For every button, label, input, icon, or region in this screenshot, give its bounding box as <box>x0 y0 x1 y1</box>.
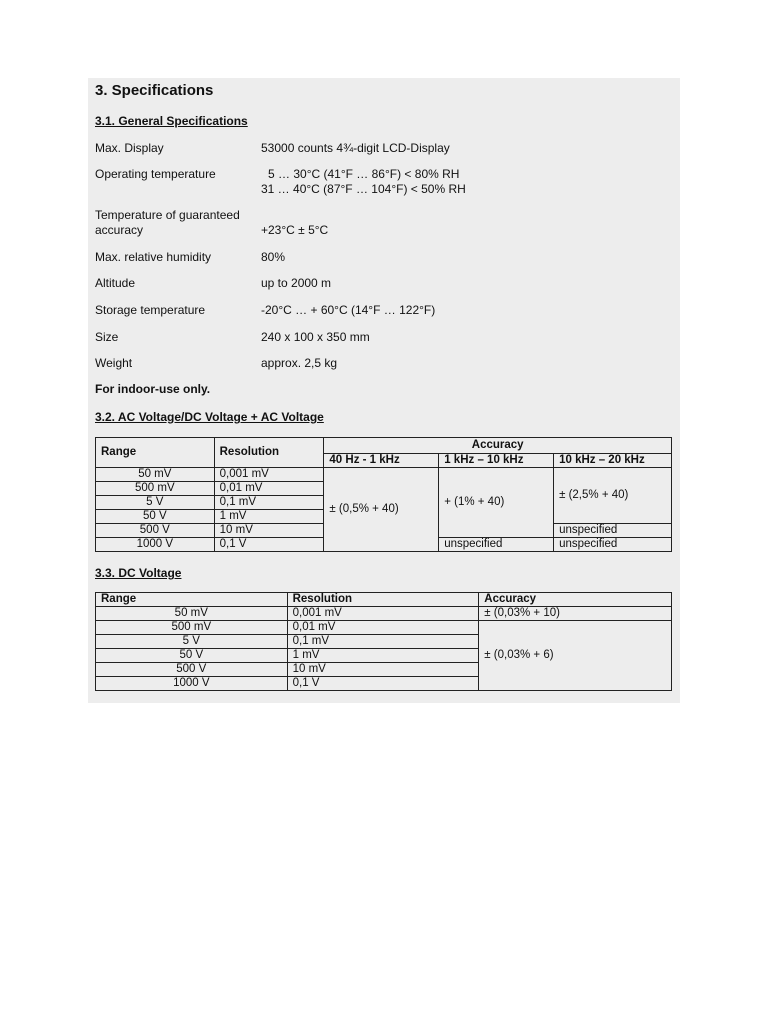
dc-range-cell: 50 V <box>96 649 288 663</box>
ac-range-cell: 500 V <box>96 524 215 538</box>
dc-row-1 <box>96 607 672 621</box>
spec-value-weight: approx. 2,5 kg <box>261 356 338 370</box>
spec-label-guaranteed-accuracy: Temperature of guaranteed <box>95 208 240 222</box>
ac-header-resolution: Resolution <box>214 438 324 468</box>
ac-resolution-cell: 0,1 mV <box>214 496 324 510</box>
dc-range-cell: 5 V <box>96 635 288 649</box>
dc-accuracy-rest: ± (0,03% + 6) <box>479 621 672 691</box>
spec-label-guaranteed-accuracy-2: accuracy <box>95 223 144 237</box>
ac-accuracy-40hz: ± (0,5% + 40) <box>324 468 439 552</box>
spec-value-humidity: 80% <box>261 250 286 264</box>
dc-voltage-heading: 3.3. DC Voltage <box>95 566 182 580</box>
ac-accuracy-10khz-unspecified-2: unspecified <box>554 538 672 552</box>
ac-accuracy-10khz: ± (2,5% + 40) <box>554 468 672 524</box>
spec-label-max-display: Max. Display <box>95 141 164 155</box>
ac-range-cell: 50 V <box>96 510 215 524</box>
spec-label-weight: Weight <box>95 356 133 370</box>
dc-accuracy-first: ± (0,03% + 10) <box>479 607 672 621</box>
spec-value-max-display: 53000 counts 4¾-digit LCD-Display <box>261 141 450 155</box>
ac-accuracy-1khz: + (1% + 40) <box>439 468 554 538</box>
spec-label-humidity: Max. relative humidity <box>95 250 212 264</box>
spec-label-altitude: Altitude <box>95 276 136 290</box>
general-spec-heading: 3.1. General Specifications <box>95 114 248 128</box>
dc-range-cell: 500 V <box>96 663 288 677</box>
page-title: 3. Specifications <box>95 82 214 99</box>
ac-accuracy-10khz-unspecified: unspecified <box>554 524 672 538</box>
ac-resolution-cell: 0,01 mV <box>214 482 324 496</box>
dc-range-cell: 500 mV <box>96 621 288 635</box>
ac-range-cell: 1000 V <box>96 538 215 552</box>
spec-label-size: Size <box>95 330 119 344</box>
spec-value-size: 240 x 100 x 350 mm <box>261 330 370 344</box>
dc-resolution-cell: 0,1 V <box>287 677 479 691</box>
dc-range-cell: 50 mV <box>96 607 288 621</box>
ac-range-cell: 50 mV <box>96 468 215 482</box>
dc-resolution-cell: 10 mV <box>287 663 479 677</box>
ac-resolution-cell: 10 mV <box>214 524 324 538</box>
spec-label-storage-temp: Storage temperature <box>95 303 206 317</box>
indoor-use-note: For indoor-use only. <box>95 382 211 396</box>
dc-header-resolution: Resolution <box>287 593 479 607</box>
ac-range-cell: 500 mV <box>96 482 215 496</box>
ac-header-freq-3: 10 kHz – 20 kHz <box>554 454 672 468</box>
ac-header-accuracy: Accuracy <box>324 438 672 454</box>
dc-range-cell: 1000 V <box>96 677 288 691</box>
spec-label-operating-temp: Operating temperature <box>95 167 216 181</box>
dc-header-range: Range <box>96 593 288 607</box>
ac-header-freq-1: 40 Hz - 1 kHz <box>324 454 439 468</box>
ac-voltage-table <box>95 437 672 552</box>
dc-row-2 <box>96 621 672 635</box>
dc-resolution-cell: 0,01 mV <box>287 621 479 635</box>
ac-resolution-cell: 1 mV <box>214 510 324 524</box>
dc-header-accuracy: Accuracy <box>479 593 672 607</box>
ac-row-1 <box>96 468 672 482</box>
spec-value-altitude: up to 2000 m <box>261 276 332 290</box>
ac-voltage-heading: 3.2. AC Voltage/DC Voltage + AC Voltage <box>95 410 324 424</box>
ac-resolution-cell: 0,001 mV <box>214 468 324 482</box>
ac-header-freq-2: 1 kHz – 10 kHz <box>439 454 554 468</box>
spec-value-operating-temp-2: 31 … 40°C (87°F … 104°F) < 50% RH <box>261 182 466 196</box>
ac-resolution-cell: 0,1 V <box>214 538 324 552</box>
spec-value-guaranteed-accuracy: +23°C ± 5°C <box>261 223 329 237</box>
ac-range-cell: 5 V <box>96 496 215 510</box>
dc-resolution-cell: 0,1 mV <box>287 635 479 649</box>
ac-accuracy-1khz-unspecified: unspecified <box>439 538 554 552</box>
spec-value-storage-temp: -20°C … + 60°C (14°F … 122°F) <box>261 303 436 317</box>
ac-header-range: Range <box>96 438 215 468</box>
dc-resolution-cell: 1 mV <box>287 649 479 663</box>
dc-resolution-cell: 0,001 mV <box>287 607 479 621</box>
dc-voltage-table <box>95 592 672 691</box>
spec-value-operating-temp: 5 … 30°C (41°F … 86°F) < 80% RH <box>268 167 460 181</box>
